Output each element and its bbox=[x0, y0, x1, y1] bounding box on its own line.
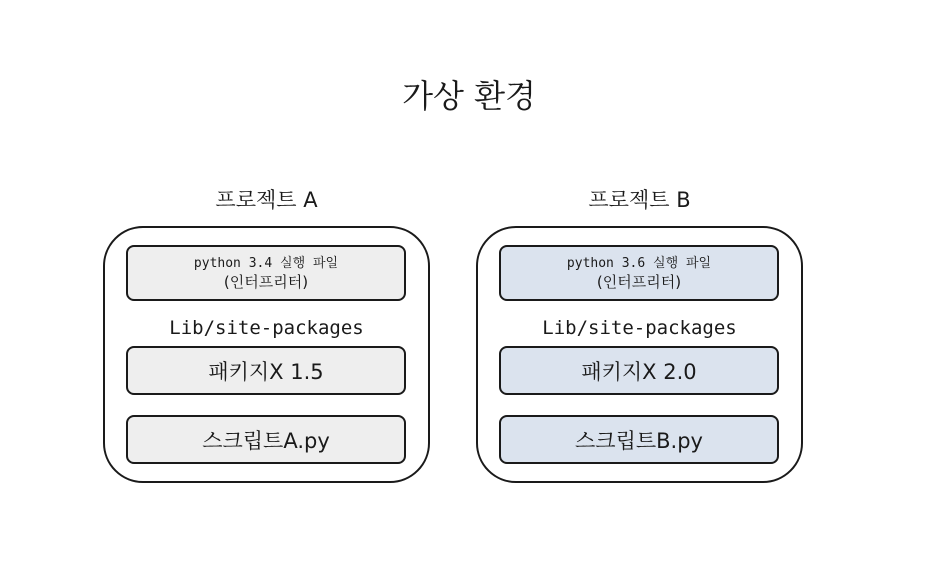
project-b-script-label: 스크립트B.py bbox=[575, 428, 703, 453]
project-a-package-box bbox=[126, 346, 406, 395]
project-b-interpreter-label: (인터프리터) bbox=[596, 273, 682, 291]
project-b-script-box bbox=[499, 415, 779, 464]
diagram-title: 가상 환경 bbox=[402, 77, 536, 115]
project-a-interpreter-box bbox=[126, 245, 406, 301]
project-b-label: 프로젝트 B bbox=[588, 188, 691, 212]
project-b-interpreter-box bbox=[499, 245, 779, 301]
project-b-lib-path: Lib/site-packages bbox=[542, 317, 737, 339]
project-a-package-label: 패키지X 1.5 bbox=[208, 359, 324, 384]
project-a-lib-path: Lib/site-packages bbox=[169, 317, 364, 339]
project-a-script-box bbox=[126, 415, 406, 464]
project-a-interpreter-version: python 3.4 실행 파일 bbox=[193, 256, 339, 271]
project-b-interpreter-version: python 3.6 실행 파일 bbox=[566, 256, 712, 271]
project-b-package-label: 패키지X 2.0 bbox=[581, 359, 697, 384]
project-a-interpreter-label: (인터프리터) bbox=[223, 273, 309, 291]
project-b-package-box bbox=[499, 346, 779, 395]
project-a-label: 프로젝트 A bbox=[215, 188, 318, 212]
project-a-script-label: 스크립트A.py bbox=[202, 428, 330, 453]
